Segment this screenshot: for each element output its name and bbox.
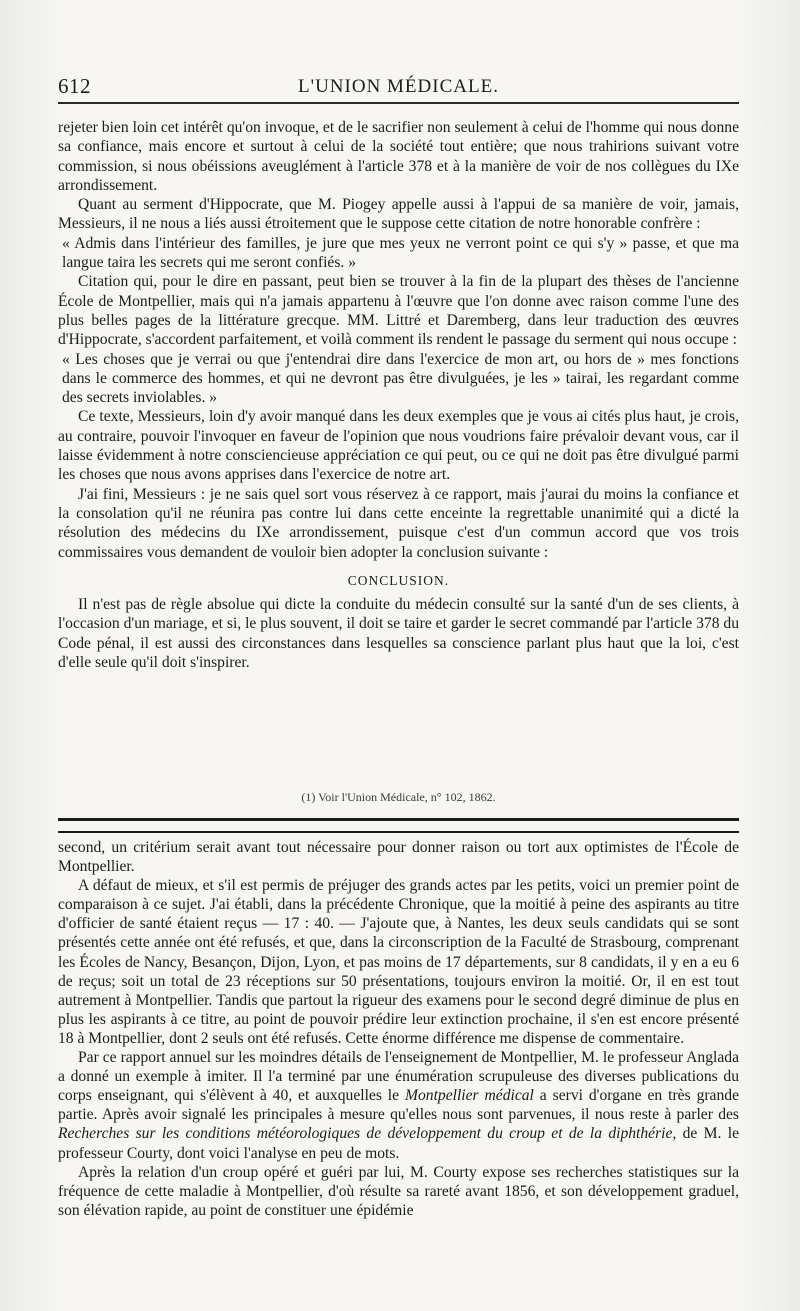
paragraph: Ce texte, Messieurs, loin d'y avoir manqué dans les deux exemples que je vous ai cités plus haut, je crois, au contraire, pouvoir l'invoquer en faveur de l'opinion que nous voudrions faire prévaloir devant vous, car il laisse évidemment à notre consciencieuse appréciation ce qui peut, ou ce qui ne doit pas être divulgué parmi les choses que nous avons apprises dans l'exercice de notre art.: [58, 408, 739, 484]
conclusion-heading: CONCLUSION.: [347, 572, 450, 588]
text-run: de M. le professeur Courty, dont voici l'analyse en peu de mots.: [58, 1125, 739, 1162]
header-rule: [58, 102, 739, 104]
running-title: L'UNION MÉDICALE.: [298, 76, 499, 97]
quotation: « Les choses que je verrai ou que j'entendrai dire dans l'exercice de mon art, ou hors de » mes fonctions dans le commerce des hommes, et qui ne devront pas être divulguées, je les » tairai, les regardant comme des secrets inviolables. »: [62, 350, 739, 407]
paragraph: Il n'est pas de règle absolue qui dicte la conduite du médecin consulté sur la santé d'un de ses clients, à l'occasion d'un mariage, et si, le plus souvent, il doit se taire et garder le secret commandé par l'article 378 du Code pénal, il est aussi des circonstances dans lesquelles sa conscience parlant plus haut que la loi, c'est d'elle seule qu'il doit s'inspirer.: [58, 596, 739, 672]
quotation: « Admis dans l'intérieur des familles, je jure que mes yeux ne verront point ce qui s'y » passe, et que ma langue taira les secrets qui me seront confiés. »: [62, 234, 739, 272]
paragraph: Après la relation d'un croup opéré et guéri par lui, M. Courty expose ses recherches statistiques sur la fréquence de cette maladie à Montpellier, d'où résulte sa rareté avant 1856, et son développement graduel, son élévation rapide, au point de constituer une épidémie: [58, 1163, 739, 1219]
section-separator: [58, 818, 739, 833]
paragraph: [58, 1048, 739, 1163]
chronicle-text: [58, 838, 739, 1220]
work-title: Recherches sur les conditions météorologiques de développement du croup et de la diphthérie,: [58, 1125, 677, 1143]
paragraph: rejeter bien loin cet intérêt qu'on invoque, et de le sacrifier non seulement à celui de l'homme qui nous donne sa confiance, mais encore et surtout à celui de la société tout entière; que nous trahirions suivant votre commission, si nous obéissions aveuglément à l'article 378 et à la manière de voir de nos collègues du IXe arrondissement.: [58, 119, 739, 194]
paragraph: A défaut de mieux, et s'il est permis de préjuger des grands actes par les petits, voici un premier point de comparaison à ce sujet. J'ai établi, dans la précédente Chronique, que la moitié à peine des aspirants au titre d'officier de santé étaient reçus — 17 : 40. — J'ajoute que, à Nantes, les deux seuls candidats qui se sont présentés cette année ont été refusés, et que, dans la circonscription de la Faculté de Strasbourg, comprenant les Écoles de Nancy, Besançon, Dijon, Lyon, et pas moins de 17 départements, sur 8 candidats, il y en a eu 6 de reçus; soit un total de 23 réceptions sur 50 présentations, toujours environ la moitié. Or, il en est tout autrement à Montpellier. Tandis que partout la rigueur des examens pour le second degré diminue de plus en plus les aspirants à ce titre, au point de pouvoir prédire leur extinction prochaine, il s'en est encore présenté 18 à Montpellier, dont 2 seuls ont été refusés. Cette énorme différence me dispense de commentaire.: [58, 877, 739, 1047]
footnote: (1) Voir l'Union Médicale, n° 102, 1862.: [301, 790, 496, 804]
page-number: 612: [58, 74, 91, 98]
paragraph: J'ai fini, Messieurs : je ne sais quel sort vous réservez à ce rapport, mais j'aurai du moins la confiance et la consolation qu'il ne réunira pas contre lui dans cette enceinte la regrettable unanimité qui a dicté la résolution des médecins du IXe arrondissement, puisque c'est d'un commun accord que vos trois commissaires vous demandent de vouloir bien adopter la conclusion suivante :: [58, 485, 739, 561]
text-run: a servi d'organe en très grande partie. Après avoir signalé les principales à mesure qu'elles nous sont parvenues, il nous reste à parler des: [58, 1087, 739, 1124]
page-header: [58, 74, 739, 98]
paragraph: second, un critérium serait avant tout nécessaire pour donner raison ou tort aux optimistes de l'École de Montpellier.: [58, 839, 739, 876]
paragraph: Quant au serment d'Hippocrate, que M. Piogey appelle aussi à l'appui de sa manière de voir, jamais, Messieurs, il ne nous a liés aussi étroitement que le suppose cette citation de notre honorable confrère :: [58, 196, 739, 233]
report-text: [58, 118, 739, 672]
journal-title: Montpellier médical: [404, 1087, 534, 1105]
text-run: Par ce rapport annuel sur les moindres détails de l'enseignement de Montpellier, M. le professeur Anglada a donné un exemple à imiter. Il l'a terminé par une énumération scrupuleuse des diverses publications du corps enseignant, qui s'élèvent à 40, et auxquelles le: [58, 1049, 739, 1105]
paragraph: Citation qui, pour le dire en passant, peut bien se trouver à la fin de la plupart des thèses de l'ancienne École de Montpellier, mais qui n'a jamais appartenu à l'œuvre que l'on donne avec raison comme l'une des plus belles pages de la littérature grecque. MM. Littré et Daremberg, dans leur traduction des œuvres d'Hippocrate, s'accordent parfaitement, et voilà comment ils rendent le passage du serment qui nous occupe :: [58, 273, 739, 349]
